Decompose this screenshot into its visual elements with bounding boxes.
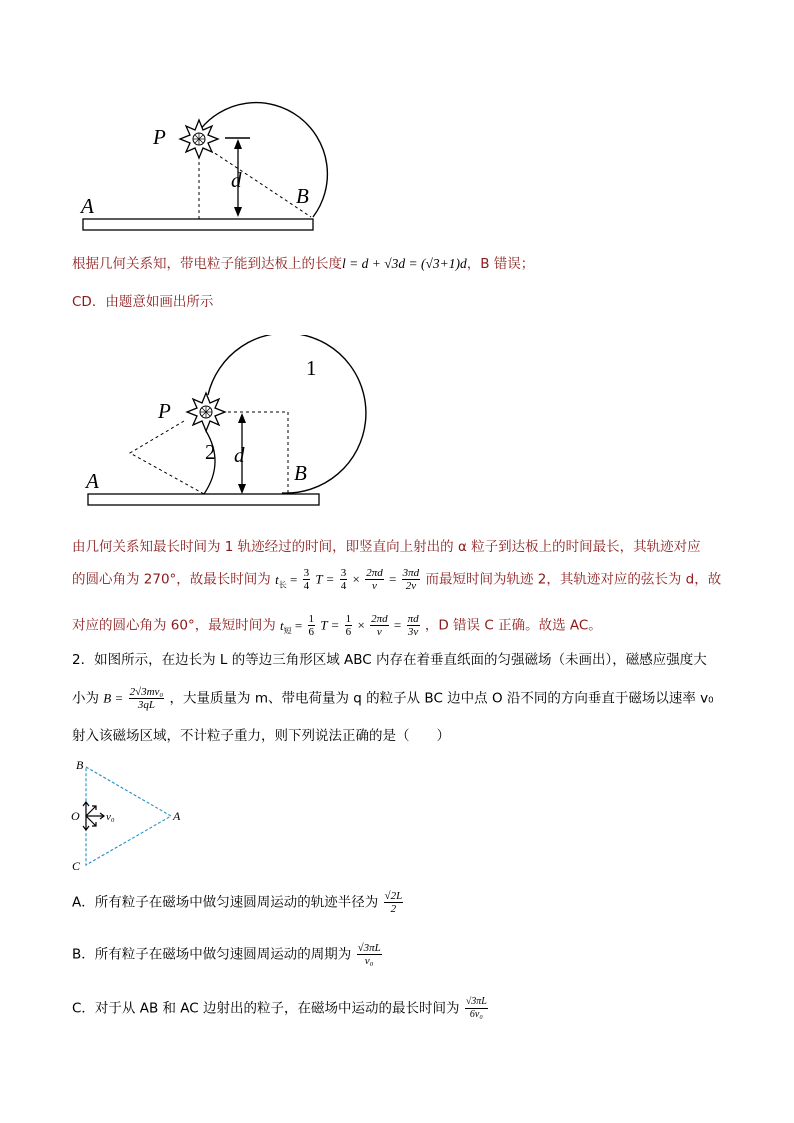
answer-paragraph-1: 根据几何关系知，带电粒子能到达板上的长度l = d + √3d = (√3+1)d，B 错误；	[72, 256, 535, 272]
figure-2	[80, 335, 380, 515]
label-2: 2	[205, 440, 216, 464]
source-p-icon	[180, 120, 218, 158]
answer-paragraph-2: CD．由题意如画出所示	[72, 294, 214, 310]
source-p-icon	[187, 393, 225, 431]
figure-1	[75, 95, 345, 235]
figure-3	[68, 755, 188, 880]
label-p-2: P	[158, 399, 171, 423]
label-b-1: B	[296, 184, 309, 208]
label-a-3: A	[173, 809, 181, 823]
answer-paragraph-3-line-2: 的圆心角为 270°，故最长时间为 $t_长$ = $\frac{3}{4}$ T = $\frac{3}{4}$ × $\frac{2\pi d}{v}$ = $\frac{3\pi d}{2v}$ 而最短时间为轨迹 2，其轨迹对应的弦长为 d，故	[72, 567, 722, 592]
question-2-line-2: 小为 B = $\frac{\text{2√3mv₀}}{3qL}$ ，大量质量为 m、带电荷量为 q 的粒子从 BC 边中点 O 沿不同的方向垂直于磁场以速率 v₀	[72, 686, 714, 711]
option-c: C．对于从 AB 和 AC 边射出的粒子，在磁场中运动的最长时间为 $\frac{√3\pi L}{\text{6v₀}}$	[72, 996, 487, 1020]
label-v0: v₀	[106, 811, 115, 823]
velocity-arrows-icon	[83, 802, 104, 830]
trajectory-arc-1-large	[208, 335, 366, 493]
label-d-1: d	[231, 168, 242, 192]
label-d-2: d	[234, 443, 245, 467]
label-a-1: A	[81, 194, 94, 218]
label-o: O	[71, 809, 80, 823]
option-b: B．所有粒子在磁场中做匀速圆周运动的周期为 $\frac{√3\pi L}{\text{v₀}}$	[72, 942, 381, 967]
option-a: A．所有粒子在磁场中做匀速圆周运动的轨迹半径为 $\frac{√2L}{2}$	[72, 890, 403, 915]
label-1: 1	[306, 356, 317, 380]
question-2-line-1: 2．如图所示，在边长为 L 的等边三角形区域 ABC 内存在着垂直纸面的匀强磁场（未画出），磁感应强度大	[72, 652, 707, 668]
label-a-2: A	[86, 469, 99, 493]
answer-paragraph-3-line-1: 由几何关系知最长时间为 1 轨迹经过的时间，即竖直向上射出的 α 粒子到达板上的时间最长，其轨迹对应	[72, 539, 701, 555]
label-c: C	[72, 859, 81, 873]
label-b-3: B	[76, 758, 84, 772]
label-p-1: P	[153, 125, 166, 149]
label-b-2: B	[294, 461, 307, 485]
answer-paragraph-3-line-3: 对应的圆心角为 60°，最短时间为 $t_短$ = $\frac{1}{6}$ T = $\frac{1}{6}$ × $\frac{2\pi d}{v}$ = $\frac{\pi d}{3v}$ ，D 错误 C 正确。故选 AC。	[72, 613, 602, 638]
question-2-line-3: 射入该磁场区域，不计粒子重力，则下列说法正确的是（ ）	[72, 728, 450, 744]
plate-1	[83, 219, 313, 230]
triangle-dash-2	[130, 421, 204, 494]
plate-2	[88, 494, 319, 505]
